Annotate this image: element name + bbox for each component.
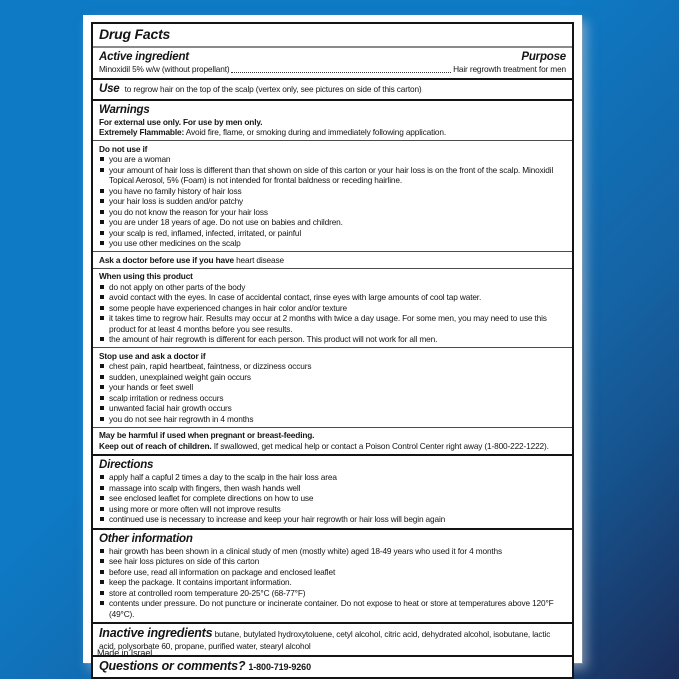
do-not-use-list xyxy=(99,154,566,249)
bullet-square-icon xyxy=(100,549,104,553)
list-item: avoid contact with the eyes. In case of accidental contact, rinse eyes with large amounts of cool tap water. xyxy=(99,292,566,303)
list-item: chest pain, rapid heartbeat, faintness, or dizziness occurs xyxy=(99,361,566,372)
bullet-square-icon xyxy=(100,580,104,584)
use-text: to regrow hair on the top of the scalp (vertex only, see pictures on side of this carton) xyxy=(124,83,422,94)
bullet-square-icon xyxy=(100,210,104,214)
bullet-square-icon xyxy=(100,385,104,389)
bullet-square-icon xyxy=(100,316,104,320)
bullet-square-icon xyxy=(100,591,104,595)
bullet-square-icon xyxy=(100,157,104,161)
list-item: scalp irritation or redness occurs xyxy=(99,393,566,404)
list-item: your hair loss is sudden and/or patchy xyxy=(99,196,566,207)
use-heading: Use xyxy=(99,82,120,95)
section-title xyxy=(93,24,572,48)
when-using-list xyxy=(99,282,566,345)
questions-heading: Questions or comments? xyxy=(99,658,246,673)
section-other-information xyxy=(93,530,572,625)
keep-out-of-reach-line: Keep out of reach of children. If swallowed, get medical help or contact a Poison Control Center right away (1-800-222-1222). xyxy=(99,440,549,451)
stop-use-heading: Stop use and ask a doctor if xyxy=(99,350,206,361)
list-item: your scalp is red, inflamed, infected, irritated, or painful xyxy=(99,228,566,239)
external-use-line: For external use only. For use by men only. xyxy=(99,116,263,127)
list-item: you have no family history of hair loss xyxy=(99,186,566,197)
list-item: hair growth has been shown in a clinical study of men (mostly white) aged 18-49 years who used it for 4 months xyxy=(99,546,566,557)
list-item: you use other medicines on the scalp xyxy=(99,238,566,249)
ask-doctor-line: Ask a doctor before use if you have heart disease xyxy=(99,254,284,265)
bullet-square-icon xyxy=(100,364,104,368)
purpose-heading: Purpose xyxy=(521,51,566,63)
list-item: store at controlled room temperature 20-25°C (68-77°F) xyxy=(99,588,566,599)
bullet-square-icon xyxy=(100,475,104,479)
list-item: unwanted facial hair growth occurs xyxy=(99,403,566,414)
when-using-heading: When using this product xyxy=(99,271,193,281)
list-item: sudden, unexplained weight gain occurs xyxy=(99,372,566,383)
list-item: contents under pressure. Do not puncture or incinerate container. Do not expose to heat or store at temperatures above 120°F (49°C). xyxy=(99,598,566,619)
section-warnings xyxy=(93,101,572,457)
divider xyxy=(93,251,572,252)
inactive-ingredients-heading: Inactive ingredients xyxy=(99,626,213,640)
list-item: it takes time to regrow hair. Results may occur at 2 months with twice a day usage. For some men, you may need to use this product for at least 4 months before you see results. xyxy=(99,313,566,334)
active-ingredient-heading: Active ingredient xyxy=(99,51,189,63)
phone-number: 1-800-719-9260 xyxy=(248,661,311,672)
bullet-square-icon xyxy=(100,517,104,521)
list-item: your hands or feet swell xyxy=(99,382,566,393)
bullet-square-icon xyxy=(100,220,104,224)
bullet-square-icon xyxy=(100,417,104,421)
directions-heading: Directions xyxy=(99,459,154,471)
section-use xyxy=(93,80,572,101)
bullet-square-icon xyxy=(100,496,104,500)
list-item: you do not see hair regrowth in 4 months xyxy=(99,414,566,425)
bullet-square-icon xyxy=(100,306,104,310)
bullet-square-icon xyxy=(100,486,104,490)
bullet-square-icon xyxy=(100,199,104,203)
section-active-ingredient xyxy=(93,48,572,80)
list-item: your amount of hair loss is different than that shown on side of this carton or your hair loss is on the front of the scalp. Minoxidil Topical Aerosol, 5% (Foam) is not intended for frontal baldness or receding hairline. xyxy=(99,165,566,186)
drug-facts-title: Drug Facts xyxy=(99,26,171,42)
bullet-square-icon xyxy=(100,601,104,605)
list-item: see enclosed leaflet for complete directions on how to use xyxy=(99,493,566,504)
bullet-square-icon xyxy=(100,241,104,245)
list-item: using more or more often will not improve results xyxy=(99,504,566,515)
bullet-square-icon xyxy=(100,375,104,379)
divider xyxy=(93,347,572,348)
list-item: do not apply on other parts of the body xyxy=(99,282,566,293)
bullet-square-icon xyxy=(100,396,104,400)
list-item: some people have experienced changes in hair color and/or texture xyxy=(99,303,566,314)
list-item: continued use is necessary to increase and keep your hair regrowth or hair loss will begin again xyxy=(99,514,566,525)
bullet-square-icon xyxy=(100,168,104,172)
other-information-list xyxy=(99,546,566,620)
section-directions xyxy=(93,456,572,530)
pregnant-warning-line: May be harmful if used when pregnant or breast-feeding. xyxy=(99,430,315,440)
section-inactive-ingredients xyxy=(93,624,572,657)
bullet-square-icon xyxy=(100,285,104,289)
stop-use-list xyxy=(99,361,566,424)
other-information-heading: Other information xyxy=(99,532,193,545)
do-not-use-heading: Do not use if xyxy=(99,143,148,154)
flammable-line: Extremely Flammable: Avoid fire, flame, or smoking during and immediately following application. xyxy=(99,127,447,137)
warnings-heading: Warnings xyxy=(99,103,150,116)
bullet-square-icon xyxy=(100,189,104,193)
dotted-leader xyxy=(231,72,451,73)
divider xyxy=(93,427,572,428)
divider xyxy=(93,140,572,141)
divider xyxy=(93,268,572,269)
list-item: before use, read all information on package and enclosed leaflet xyxy=(99,567,566,578)
active-ingredient-name: Minoxidil 5% w/w (without propellant) xyxy=(99,64,230,74)
inactive-ingredients-text: butane, butylated hydroxytoluene, cetyl alcohol, citric acid, dehydrated alcohol, isobutane, lactic acid, polysorbate 60, propane, purified water, stearyl alcohol xyxy=(99,629,551,651)
list-item: you are a woman xyxy=(99,154,566,165)
active-ingredient-row xyxy=(99,64,566,75)
bullet-square-icon xyxy=(100,507,104,511)
directions-list xyxy=(99,472,566,525)
bullet-square-icon xyxy=(100,406,104,410)
list-item: apply half a capful 2 times a day to the scalp in the hair loss area xyxy=(99,472,566,483)
drug-facts-carton-panel xyxy=(83,15,582,673)
bullet-square-icon xyxy=(100,295,104,299)
made-in-label: Made in Israel xyxy=(97,648,153,658)
list-item: you are under 18 years of age. Do not use on babies and children. xyxy=(99,217,566,228)
bullet-square-icon xyxy=(100,337,104,341)
bullet-square-icon xyxy=(100,570,104,574)
list-item: the amount of hair regrowth is different for each person. This product will not work for all men. xyxy=(99,334,566,345)
purpose-value: Hair regrowth treatment for men xyxy=(453,64,566,74)
bullet-square-icon xyxy=(100,231,104,235)
list-item: keep the package. It contains important information. xyxy=(99,577,566,588)
section-questions xyxy=(93,657,572,677)
bullet-square-icon xyxy=(100,559,104,563)
drug-facts-box xyxy=(91,22,574,679)
list-item: massage into scalp with fingers, then wash hands well xyxy=(99,483,566,494)
list-item: see hair loss pictures on side of this carton xyxy=(99,556,566,567)
list-item: you do not know the reason for your hair loss xyxy=(99,207,566,218)
